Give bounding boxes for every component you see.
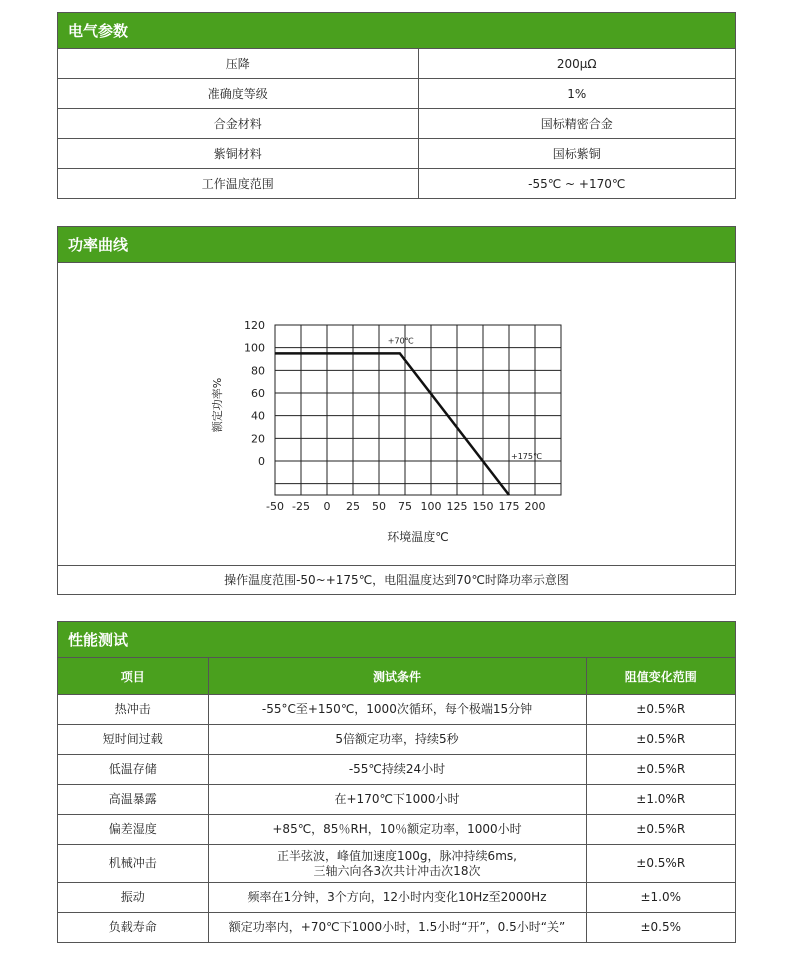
column-header-condition: 测试条件 bbox=[208, 658, 586, 695]
chart-caption: 操作温度范围-50~+175℃，电阻温度达到70℃时降功率示意图 bbox=[224, 573, 569, 587]
table-row bbox=[58, 815, 735, 845]
x-tick-label: 125 bbox=[446, 500, 468, 513]
param-label: 合金材料 bbox=[58, 109, 418, 139]
x-tick-label: 100 bbox=[420, 500, 442, 513]
table-row bbox=[58, 169, 735, 199]
table-row bbox=[58, 49, 735, 79]
derating-chart bbox=[58, 263, 735, 565]
test-range: ±0.5%R bbox=[586, 845, 735, 883]
test-item: 短时间过载 bbox=[58, 725, 208, 755]
column-header-item: 项目 bbox=[58, 658, 208, 695]
test-item: 振动 bbox=[58, 883, 208, 913]
performance-title: 性能测试 bbox=[58, 622, 735, 658]
y-tick-label: 0 bbox=[258, 455, 265, 468]
test-range: ±0.5%R bbox=[586, 695, 735, 725]
x-tick-label: 50 bbox=[372, 500, 386, 513]
test-range: ±1.0%R bbox=[586, 785, 735, 815]
column-header-range: 阻值变化范围 bbox=[586, 658, 735, 695]
test-item: 机械冲击 bbox=[58, 845, 208, 883]
plot-frame bbox=[275, 325, 561, 495]
param-label: 准确度等级 bbox=[58, 79, 418, 109]
test-item: 低温存储 bbox=[58, 755, 208, 785]
power-curve-title: 功率曲线 bbox=[58, 227, 735, 263]
power-curve-panel bbox=[57, 226, 736, 595]
test-range: ±0.5% bbox=[586, 913, 735, 943]
x-tick-label: 175 bbox=[498, 500, 520, 513]
x-axis-label: 环境温度℃ bbox=[387, 530, 449, 544]
table-row bbox=[58, 845, 735, 883]
y-axis-label: 额定功率% bbox=[211, 377, 224, 433]
test-condition: 频率在1分钟，3个方向，12小时内变化10Hz至2000Hz bbox=[208, 883, 586, 913]
x-tick-label: 0 bbox=[323, 500, 331, 513]
param-value: 1% bbox=[418, 79, 735, 109]
test-condition: 在+170℃下1000小时 bbox=[208, 785, 586, 815]
test-range: ±1.0% bbox=[586, 883, 735, 913]
param-value: 国标精密合金 bbox=[418, 109, 735, 139]
param-value: 国标紫铜 bbox=[418, 139, 735, 169]
y-tick-label: 20 bbox=[251, 432, 265, 446]
test-item: 偏差湿度 bbox=[58, 815, 208, 845]
electrical-params-table bbox=[58, 49, 735, 198]
test-item: 负载寿命 bbox=[58, 913, 208, 943]
x-tick-label: -50 bbox=[266, 500, 284, 513]
curve-annotation: +70℃ bbox=[387, 336, 414, 346]
derating-curve bbox=[275, 353, 509, 495]
x-tick-label: 150 bbox=[472, 500, 494, 513]
table-row bbox=[58, 79, 735, 109]
x-tick-label: 25 bbox=[346, 500, 360, 513]
curve-annotation: +175℃ bbox=[511, 452, 542, 461]
test-condition: 额定功率内，+70℃下1000小时，1.5小时“开”，0.5小时“关” bbox=[208, 913, 586, 943]
test-range: ±0.5%R bbox=[586, 755, 735, 785]
performance-panel bbox=[57, 621, 736, 943]
table-row bbox=[58, 913, 735, 943]
test-condition: -55℃持续24小时 bbox=[208, 755, 586, 785]
electrical-params-panel bbox=[57, 12, 736, 199]
test-range: ±0.5%R bbox=[586, 725, 735, 755]
test-condition-line1: 正半弦波，峰值加速度100g，脉冲持续6ms, bbox=[277, 848, 517, 863]
y-tick-label: 80 bbox=[251, 364, 265, 378]
table-row bbox=[58, 695, 735, 725]
param-label: 压降 bbox=[58, 49, 418, 79]
table-row bbox=[58, 109, 735, 139]
table-row bbox=[58, 139, 735, 169]
y-tick-label: 100 bbox=[244, 341, 265, 355]
test-condition: 5倍额定功率，持续5秒 bbox=[208, 725, 586, 755]
table-row bbox=[58, 785, 735, 815]
test-item: 高温暴露 bbox=[58, 785, 208, 815]
table-row bbox=[58, 725, 735, 755]
chart-area bbox=[58, 263, 735, 566]
test-item: 热冲击 bbox=[58, 695, 208, 725]
table-header-row bbox=[58, 658, 735, 695]
test-condition-line2: 三轴六向各3次共计冲击次18次 bbox=[313, 863, 481, 878]
param-label: 工作温度范围 bbox=[58, 169, 418, 199]
x-tick-label: -25 bbox=[292, 500, 310, 513]
test-range: ±0.5%R bbox=[586, 815, 735, 845]
x-tick-label: 75 bbox=[398, 500, 412, 513]
y-tick-label: 40 bbox=[251, 409, 265, 423]
table-row bbox=[58, 883, 735, 913]
param-value: 200μΩ bbox=[418, 49, 735, 79]
test-condition bbox=[208, 845, 586, 883]
electrical-params-title: 电气参数 bbox=[58, 13, 735, 49]
y-tick-label: 60 bbox=[251, 387, 265, 400]
x-tick-label: 200 bbox=[524, 500, 546, 513]
test-condition: -55°C至+150℃，1000次循环，每个极端15分钟 bbox=[208, 695, 586, 725]
test-condition: +85℃，85％RH，10％额定功率，1000小时 bbox=[208, 815, 586, 845]
performance-table bbox=[58, 658, 735, 942]
param-value: -55℃ ~ +170℃ bbox=[418, 169, 735, 199]
table-row bbox=[58, 755, 735, 785]
y-tick-label: 120 bbox=[244, 319, 265, 332]
param-label: 紫铜材料 bbox=[58, 139, 418, 169]
